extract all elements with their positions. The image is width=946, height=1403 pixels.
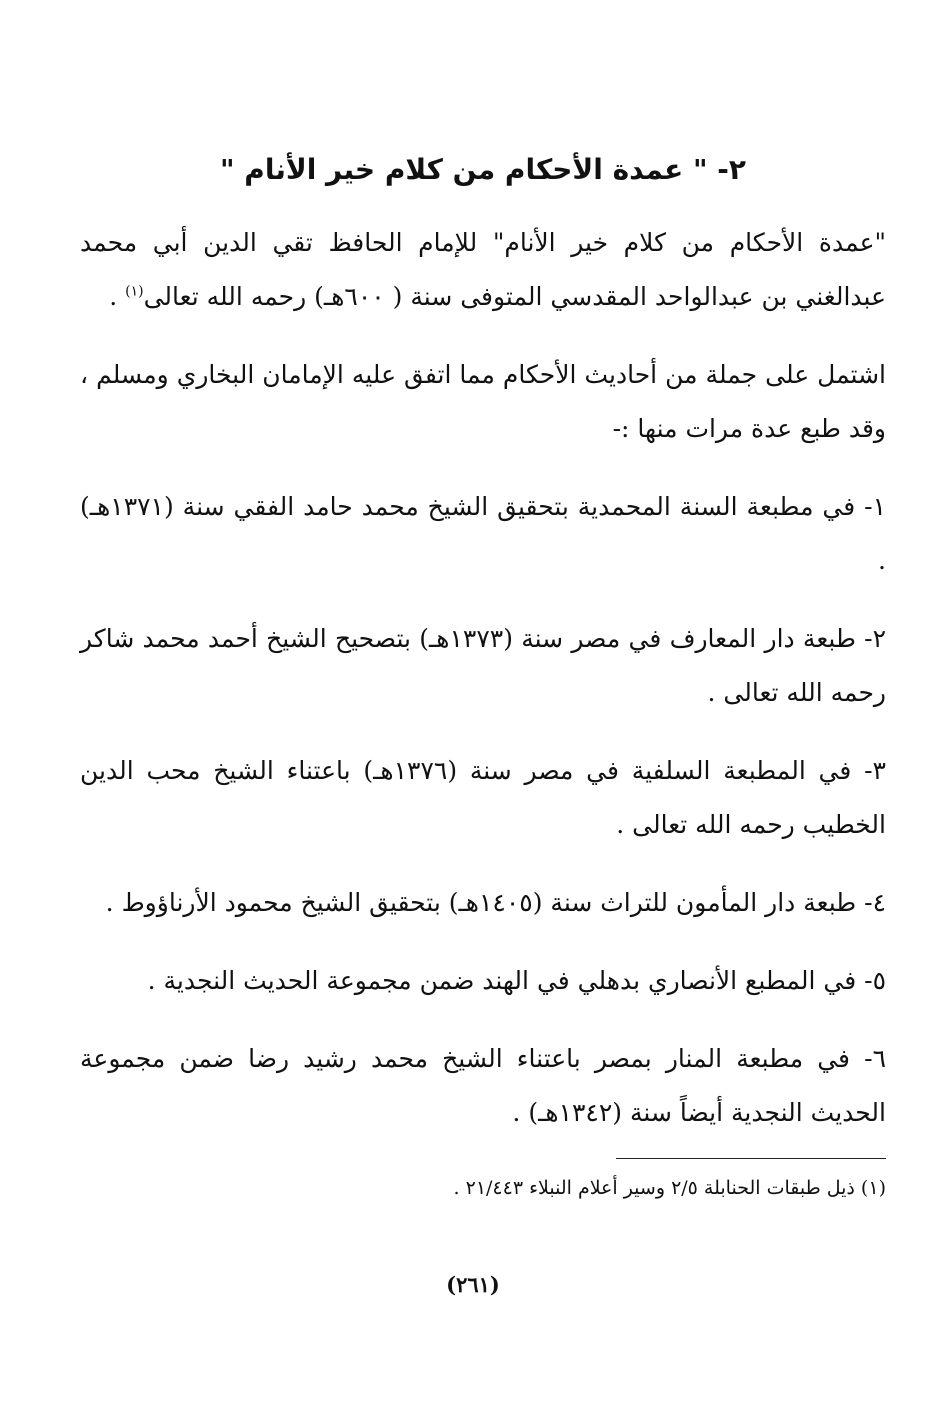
intro-text: "عمدة الأحكام من كلام خير الأنام" للإمام الحافظ تقي الدين أبي محمد عبدالغني بن عبدالواحد المقدسي المتوفى سنة ( ٦٠٠هـ) رحمه الله تعالى: [80, 228, 886, 311]
edition-item-5: ٥- في المطبع الأنصاري بدهلي في الهند ضمن مجموعة الحديث النجدية .: [147, 966, 886, 995]
edition-item-4: ٤- طبعة دار المأمون للتراث سنة (١٤٠٥هـ) بتحقيق الشيخ محمود الأرناؤوط .: [105, 888, 886, 917]
footnote-divider: [616, 1158, 886, 1159]
edition-item-6: ٦- في مطبعة المنار بمصر باعتناء الشيخ محمد رشيد رضا ضمن مجموعة الحديث النجدية أيضاً سنة (١٣٤٢هـ) .: [80, 1044, 886, 1127]
page-number: (٢٦١): [446, 1272, 500, 1297]
section-heading: ٢- " عمدة الأحكام من كلام خير الأنام ": [219, 153, 747, 186]
edition-item-2: ٢- طبعة دار المعارف في مصر سنة (١٣٧٣هـ) بتصحيح الشيخ أحمد محمد شاكر رحمه الله تعالى .: [80, 624, 886, 707]
document-page: [80, 150, 886, 1205]
footnote: (١) ذيل طبقات الحنابلة ٢/٥ وسير أعلام النبلاء ٢١/٤٤٣ .: [453, 1177, 886, 1199]
edition-item-1: ١- في مطبعة السنة المحمدية بتحقيق الشيخ محمد حامد الفقي سنة (١٣٧١هـ) .: [80, 492, 886, 575]
edition-item-3: ٣- في المطبعة السلفية في مصر سنة (١٣٧٦هـ) باعتناء الشيخ محب الدين الخطيب رحمه الله تعالى .: [80, 756, 886, 839]
summary-paragraph: اشتمل على جملة من أحاديث الأحكام مما اتفق عليه الإمامان البخاري ومسلم ، وقد طبع عدة مرات منها :-: [80, 360, 886, 443]
footnote-reference: (١): [125, 283, 144, 300]
intro-paragraph: [80, 216, 886, 324]
intro-end: .: [109, 282, 118, 311]
